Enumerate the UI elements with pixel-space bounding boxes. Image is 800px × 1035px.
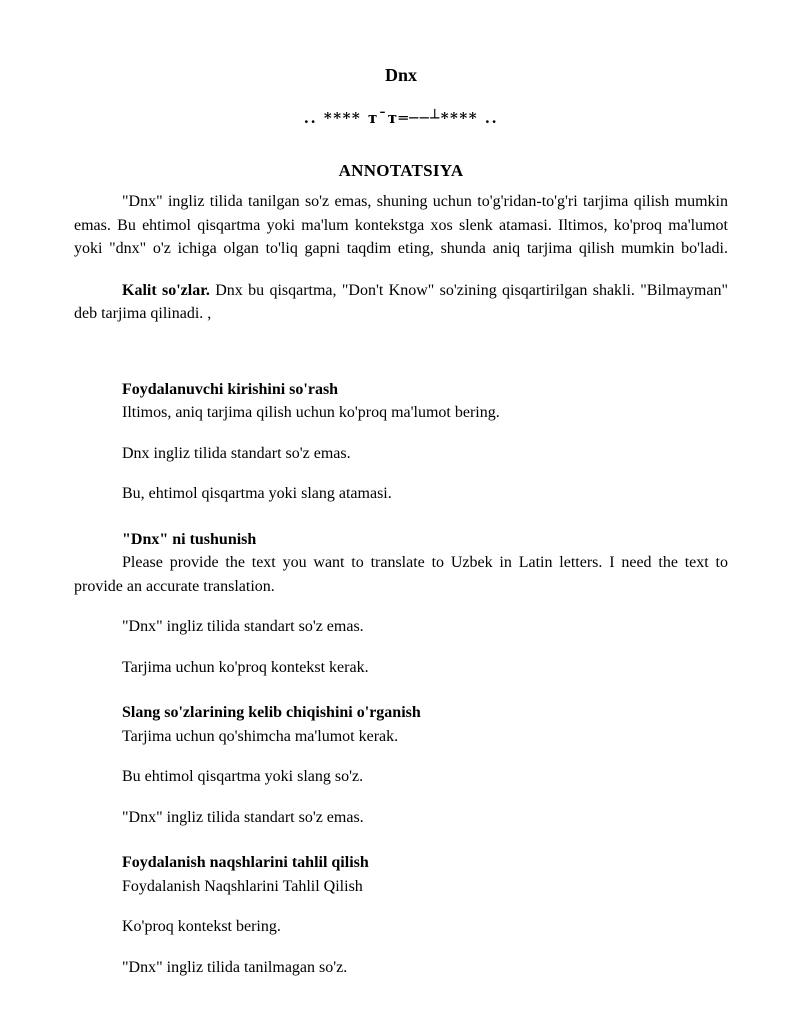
section-understanding-dnx: [74, 528, 728, 680]
document-title: Dnx: [384, 65, 417, 85]
section-item: Bu, ehtimol qisqartma yoki slang atamasi.: [122, 485, 392, 502]
section-item: Bu ehtimol qisqartma yoki slang so'z.: [122, 768, 364, 785]
annotation-heading: ANNOTATSIYA: [338, 161, 464, 180]
section-subtitle: Iltimos, aniq tarjima qilish uchun ko'proq ma'lumot bering.: [122, 404, 500, 421]
keywords-label: Kalit so'zlar.: [122, 281, 210, 299]
section-heading: "Dnx" ni tushunish: [122, 530, 257, 548]
section-item: Ko'proq kontekst bering.: [122, 918, 281, 935]
section-item: "Dnx" ingliz tilida tanilmagan so'z.: [122, 958, 348, 976]
section-slang-origin: [74, 701, 728, 829]
section-subtitle: Please provide the text you want to translate to Uzbek in Latin letters. I need the text to provide an accurate translation.: [74, 554, 728, 595]
section-item: Tarjima uchun ko'proq kontekst kerak.: [122, 658, 369, 676]
section-item: "Dnx" ingliz tilida standart so'z emas.: [122, 618, 364, 635]
section-user-input-request: [74, 378, 728, 506]
keywords-paragraph: [74, 279, 728, 326]
annotation-paragraph: "Dnx" ingliz tilida tanilgan so'z emas, shuning uchun to'g'ridan-to'g'ri tarjima qilish mumkin emas. Bu ehtimol qisqartma yoki ma'lum kontekstga xos slenk atamasi. Iltimos, ko'proq ma'lumot yoki "dnx" o'z ichiga olgan to'liq gapni taqdim eting, shunda aniq tarjima qilish mumkin bo'ladi.: [74, 193, 728, 257]
section-heading: Foydalanish naqshlarini tahlil qilish: [122, 854, 369, 871]
section-item: Dnx ingliz tilida standart so'z emas.: [122, 444, 351, 462]
section-subtitle: Tarjima uchun qo'shimcha ma'lumot kerak.: [122, 727, 399, 745]
section-item: "Dnx" ingliz tilida standart so'z emas.: [122, 808, 364, 826]
decorative-divider: .. **** т¯т═──┴**** ..: [303, 109, 499, 127]
keywords-text: Dnx bu qisqartma, "Don't Know" so'zining qisqartirilgan shakli. "Bilmayman" deb tarjima qilinadi. ,: [74, 281, 728, 322]
section-usage-patterns: [74, 851, 728, 979]
section-subtitle: Foydalanish Naqshlarini Tahlil Qilish: [122, 877, 363, 895]
section-heading: Slang so'zlarining kelib chiqishini o'rganish: [122, 704, 421, 721]
section-heading: Foydalanuvchi kirishini so'rash: [122, 380, 339, 398]
